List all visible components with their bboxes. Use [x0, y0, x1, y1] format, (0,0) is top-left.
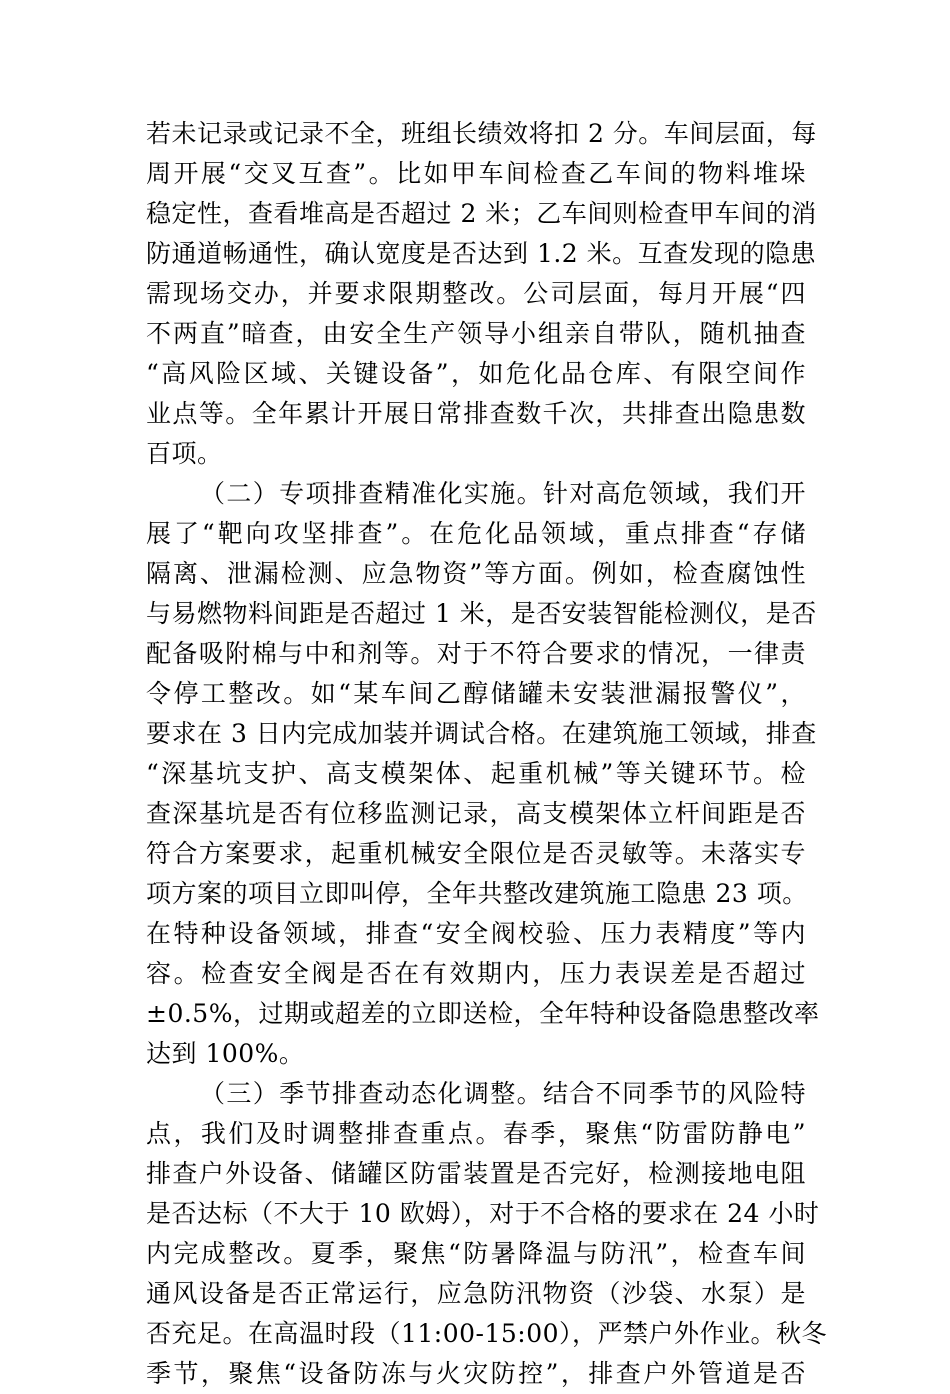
text-line: 防通道畅通性，确认宽度是否达到 1.2 米。互查发现的隐患	[146, 239, 817, 268]
text-line: 与易燃物料间距是否超过 1 米，是否安装智能检测仪，是否	[146, 599, 817, 628]
text-line: 排查户外设备、储罐区防雷装置是否完好，检测接地电阻	[146, 1159, 806, 1188]
text-line: 隔离、泄漏检测、应急物资”等方面。例如，检查腐蚀性	[146, 559, 806, 588]
text-line: 查深基坑是否有位移监测记录，高支模架体立杆间距是否	[146, 799, 806, 828]
text-line: 周开展“交叉互查”。比如甲车间检查乙车间的物料堆垛	[146, 159, 806, 188]
text-line: 配备吸附棉与中和剂等。对于不符合要求的情况，一律责	[146, 639, 806, 668]
text-line: “深基坑支护、高支模架体、起重机械”等关键环节。检	[146, 759, 806, 788]
text-line: 点，我们及时调整排查重点。春季，聚焦“防雷防静电”	[146, 1119, 806, 1148]
text-line: 展了“靶向攻坚排查”。在危化品领域，重点排查“存储	[146, 519, 806, 548]
text-line: 项方案的项目立即叫停，全年共整改建筑施工隐患 23 项。	[146, 879, 808, 908]
text-line: 要求在 3 日内完成加装并调试合格。在建筑施工领域，排查	[146, 719, 817, 748]
body-text	[146, 114, 828, 1394]
text-line: 季节，聚焦“设备防冻与火灾防控”，排查户外管道是否	[146, 1359, 806, 1388]
text-line: 在特种设备领域，排查“安全阀校验、压力表精度”等内	[146, 919, 806, 948]
text-line: 符合方案要求，起重机械安全限位是否灵敏等。未落实专	[146, 839, 806, 868]
text-line: 稳定性，查看堆高是否超过 2 米；乙车间则检查甲车间的消	[146, 199, 817, 228]
text-line: 令停工整改。如“某车间乙醇储罐未安装泄漏报警仪”，	[146, 679, 806, 708]
text-line: 不两直”暗查，由安全生产领导小组亲自带队，随机抽查	[146, 319, 806, 348]
text-line: 容。检查安全阀是否在有效期内，压力表误差是否超过	[146, 959, 806, 988]
section-heading-line: （三）季节排查动态化调整。结合不同季节的风险特	[200, 1079, 806, 1108]
text-line: 若未记录或记录不全，班组长绩效将扣 2 分。车间层面，每	[146, 119, 817, 148]
text-line: 达到 100%。	[146, 1039, 305, 1068]
text-line: “高风险区域、关键设备”，如危化品仓库、有限空间作	[146, 359, 806, 388]
text-line: 业点等。全年累计开展日常排查数千次，共排查出隐患数	[146, 399, 806, 428]
text-line: 通风设备是否正常运行，应急防汛物资（沙袋、水泵）是	[146, 1279, 806, 1308]
text-line: 否充足。在高温时段（11:00-15:00），严禁户外作业。秋冬	[146, 1319, 828, 1348]
text-line: 内完成整改。夏季，聚焦“防暑降温与防汛”，检查车间	[146, 1239, 806, 1268]
section-heading-line: （二）专项排查精准化实施。针对高危领域，我们开	[200, 479, 806, 508]
text-line: ±0.5%，过期或超差的立即送检，全年特种设备隐患整改率	[146, 999, 820, 1028]
text-line: 需现场交办，并要求限期整改。公司层面，每月开展“四	[146, 279, 806, 308]
text-line: 百项。	[146, 439, 223, 468]
text-line: 是否达标（不大于 10 欧姆），对于不合格的要求在 24 小时	[146, 1199, 820, 1228]
